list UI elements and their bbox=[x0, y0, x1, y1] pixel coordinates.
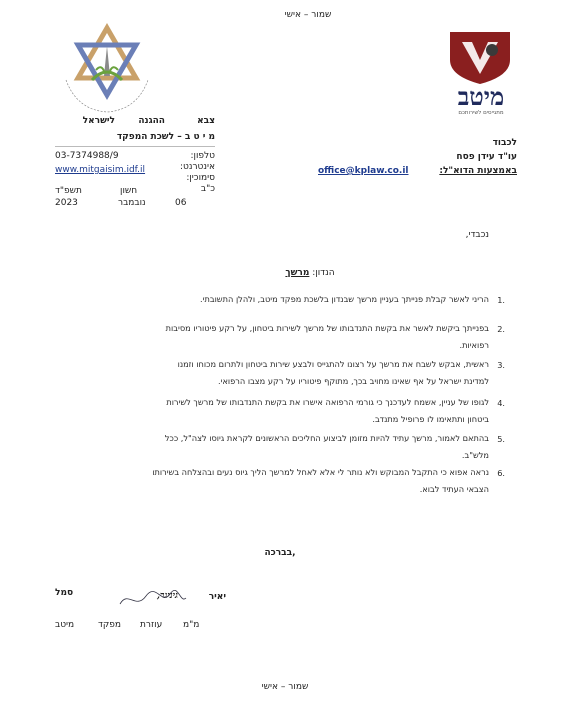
paragraph-2 bbox=[79, 320, 489, 354]
classification-bottom: שמור – אישי bbox=[261, 682, 309, 692]
subject-label: הנדון: bbox=[312, 268, 335, 278]
salutation: נכבדי, bbox=[465, 230, 489, 240]
paragraph-4-line-2: ביטחון ותתאימו לו פרופיל מתנדב. bbox=[372, 414, 489, 424]
title-commander: מפקד bbox=[98, 620, 122, 630]
hebrew-month: חשון bbox=[120, 186, 138, 196]
paragraph-1 bbox=[79, 291, 489, 308]
paragraph-4-line-1: לגופו של עניין, אשמח לעדכנך כי גורמי הרפואה אישרו את בקשת התנדבותו של מרשך לשירות bbox=[166, 397, 489, 407]
phone-value: 03-7374988/9 bbox=[55, 151, 119, 161]
recipient-email[interactable]: office@kplaw.co.il bbox=[318, 166, 409, 176]
label-internet: אינטרנט: bbox=[179, 162, 215, 172]
para-1-num: 1. bbox=[497, 295, 505, 305]
label-phone: טלפון: bbox=[190, 151, 215, 161]
paragraph-6-line-2: הצבאי העתיד לבוא. bbox=[419, 484, 489, 494]
signer-last-name: גיניגר, bbox=[156, 591, 178, 601]
subject-line bbox=[240, 268, 380, 278]
paragraph-3 bbox=[79, 356, 489, 390]
paragraph-3-line-1: ראשית, אבקש לשבח את מרשך על רצונו להתגייס ולבצע שירות ביטחון ולתרום מכוחו וזמנו bbox=[177, 359, 489, 369]
paragraph-5 bbox=[79, 430, 489, 464]
para-6-num: 6. bbox=[497, 468, 505, 478]
paragraph-6 bbox=[79, 464, 489, 498]
star-of-david-icon bbox=[52, 20, 162, 116]
paragraph-1-line-1: הריני לאשר קבלת פנייתך בעניין מרשך שבנדון בלשכת מפקד מיטב, ולהלן התשובתי. bbox=[200, 294, 489, 304]
para-3-num: 3. bbox=[497, 360, 505, 370]
meitav-logo bbox=[440, 30, 520, 120]
logo-tagline: מתגייסים לשירותכם bbox=[458, 110, 504, 116]
header-israel: לישראל bbox=[82, 116, 115, 126]
paragraph-5-line-1: בהתאם לאמור, מרשך עתיד להיות מזומן לביצוע החליכים הראשונים לקראת גיוסו לצה"ל, ככל bbox=[164, 433, 489, 443]
title-assistant: עוזרת bbox=[140, 620, 163, 630]
paragraph-6-line-1: נראה אפוא כי התקבל המבוקש ולא נותר לי אלא לאחל למרשך הליך גיוס נעים ובהצלחה בשירותו bbox=[152, 467, 489, 477]
para-4-num: 4. bbox=[497, 398, 505, 408]
idf-emblem bbox=[52, 20, 162, 116]
closing: בברכה, bbox=[264, 548, 296, 558]
signer-rank: סמל bbox=[55, 588, 74, 598]
label-hebrew-date: כ"ב bbox=[200, 184, 215, 194]
shield-icon bbox=[440, 30, 520, 86]
title-meitav: מיטב bbox=[55, 620, 75, 630]
hebrew-year: תשפ"ד bbox=[55, 186, 82, 196]
handwritten-signature bbox=[118, 586, 188, 612]
title-deputy: מ"מ bbox=[183, 620, 200, 630]
paragraph-4 bbox=[79, 394, 489, 428]
classification-top: שמור – אישי bbox=[284, 10, 332, 20]
logo-brand-text: מיטב bbox=[457, 82, 505, 111]
para-5-num: 5. bbox=[497, 434, 505, 444]
recipient-via: באמצעות הדוא"ל: bbox=[439, 166, 517, 176]
website-link[interactable]: www.mitgaisim.idf.il bbox=[55, 165, 146, 175]
header-labels bbox=[160, 151, 215, 195]
paragraph-2-line-1: בפנייתך ביקשת לאשר את בקשת התנדבותו של מרשך לשירות ביטחון, על רקע פיטוריו מסיבות bbox=[165, 323, 489, 333]
greg-day: 06 bbox=[175, 198, 187, 208]
header-defense: ההגנה bbox=[138, 116, 165, 126]
para-2-num: 2. bbox=[497, 324, 505, 334]
recipient-name: עו"ד עידן פסח bbox=[456, 152, 517, 162]
paragraph-3-line-2: למדינת ישראל על אף שאינו מחויב בכך, מתוקף פיטוריו על רקע מצבו הרפואי. bbox=[218, 376, 489, 386]
greg-year: 2023 bbox=[55, 198, 78, 208]
recipient-to: לכבוד bbox=[492, 138, 517, 148]
header-army: צבא bbox=[197, 116, 215, 126]
header-unit: מ י ט ב – לשכת המפקד bbox=[116, 132, 215, 142]
subject-value: מרשך bbox=[285, 268, 310, 278]
paragraph-2-line-2: רפואיות. bbox=[459, 340, 489, 350]
paragraph-5-line-2: מלש"ב. bbox=[461, 450, 489, 460]
signer-first-name: יאיר bbox=[208, 592, 226, 602]
label-reference: סימוכין: bbox=[186, 173, 215, 183]
greg-month: נובמבר bbox=[118, 198, 146, 208]
